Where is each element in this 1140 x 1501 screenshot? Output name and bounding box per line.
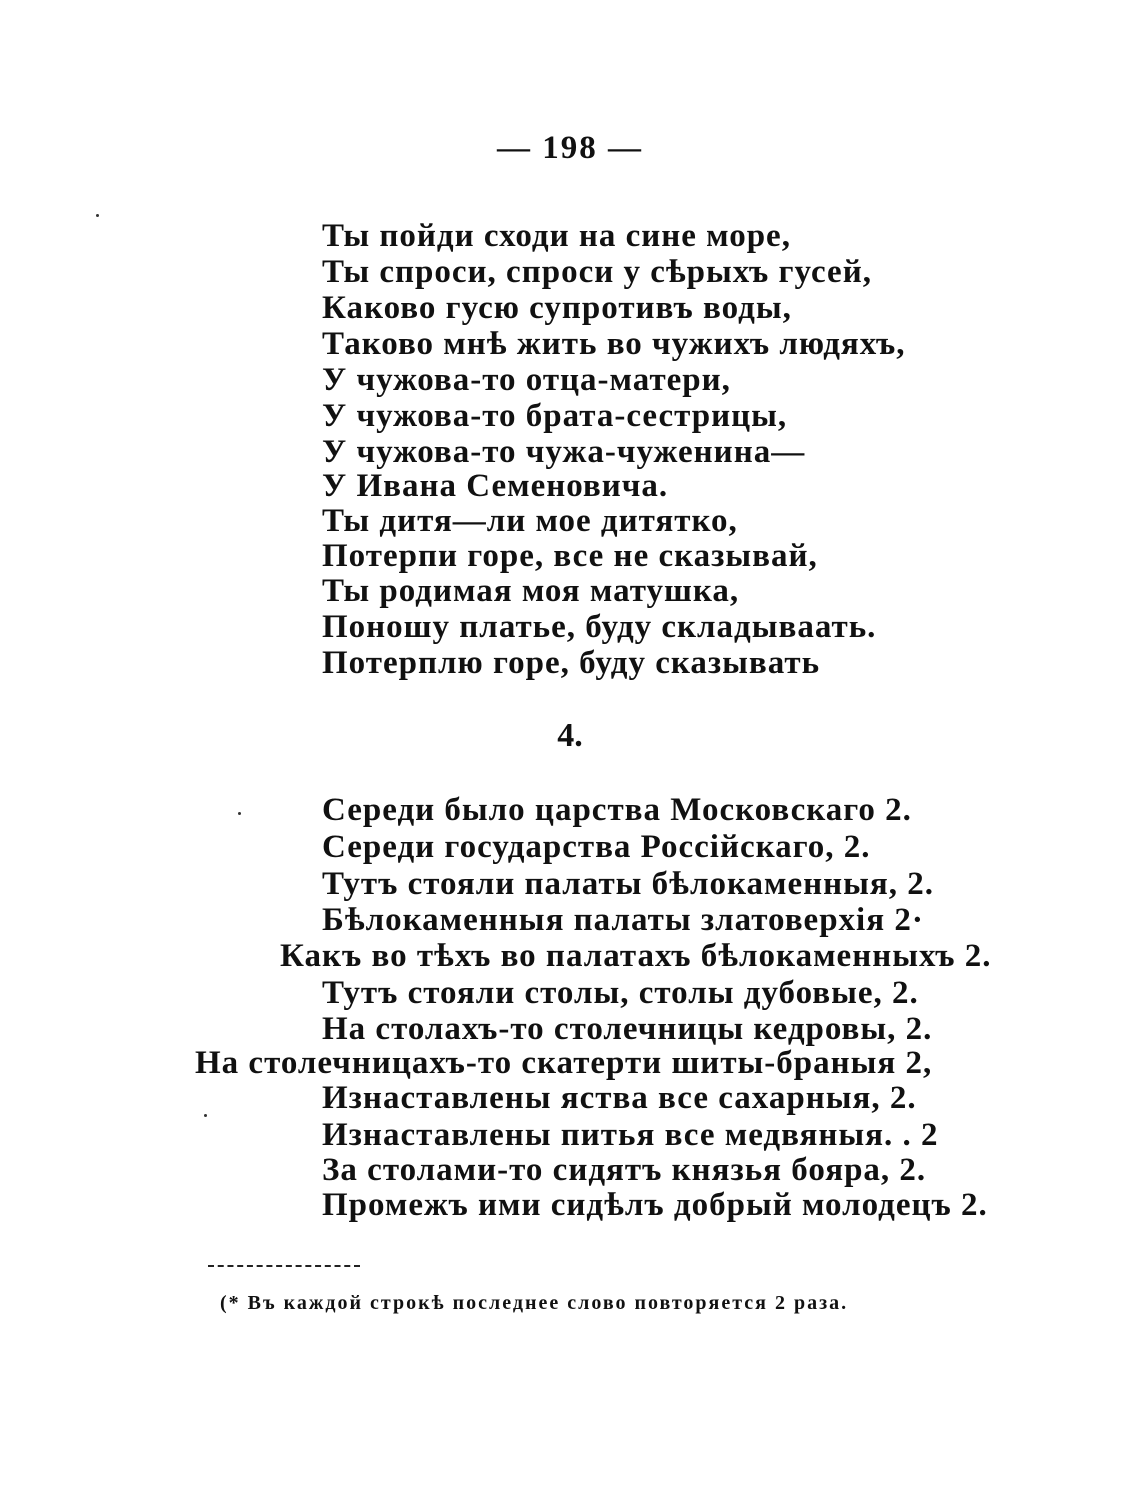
poem-line: Ты пойди сходи на сине море,: [322, 218, 791, 254]
print-speck: [96, 214, 99, 217]
poem-line: Каково гусю супротивъ воды,: [322, 290, 792, 326]
poem-line: Потерплю горе, буду сказывать: [322, 645, 821, 681]
poem-line: Таково мнѣ жить во чужихъ людяхъ,: [322, 326, 906, 362]
poem-line: Ты дитя—ли мое дитятко,: [322, 503, 738, 539]
poem-line: У чужова-то отца-матери,: [322, 362, 731, 398]
poem-line: У чужова-то чужа-чуженина—: [322, 434, 806, 470]
page-number: — 198 —: [497, 130, 643, 166]
poem-line: Изнаставлены питья все медвяныя. . 2: [322, 1117, 939, 1153]
poem-line: Бѣлокаменныя палаты златоверхія 2·: [322, 902, 924, 938]
poem-line: За столами-то сидятъ князья бояра, 2.: [322, 1152, 927, 1188]
poem-line: Изнаставлены яства все сахарныя, 2.: [322, 1080, 917, 1116]
poem-line: У чужова-то брата-сестрицы,: [322, 398, 788, 434]
section-number: 4.: [557, 717, 583, 754]
poem-line: Поношу платье, буду складываать.: [322, 609, 877, 645]
poem-line: На столахъ-то столечницы кедровы, 2.: [322, 1011, 933, 1047]
print-speck: [238, 812, 241, 815]
poem-line: Потерпи горе, все не сказывай,: [322, 538, 818, 574]
poem-line: Середи было царства Московскаго 2.: [322, 792, 912, 828]
poem-line: У Ивана Семеновича.: [322, 468, 669, 504]
poem-line: Середи государства Россійскаго, 2.: [322, 829, 871, 865]
poem-line: Какъ во тѣхъ во палатахъ бѣлокаменныхъ 2.: [280, 938, 992, 974]
poem-line: На столечницахъ-то скатерти шиты-браныя 2,: [195, 1045, 933, 1081]
poem-line: Тутъ стояли столы, столы дубовые, 2.: [322, 975, 919, 1011]
poem-line: Промежъ ими сидѣлъ добрый молодецъ 2.: [322, 1187, 988, 1223]
poem-line: Ты спроси, спроси у сѣрыхъ гусей,: [322, 254, 872, 290]
footnote-rule: [208, 1265, 360, 1267]
poem-line: Тутъ стояли палаты бѣлокаменныя, 2.: [322, 866, 935, 902]
poem-line: Ты родимая моя матушка,: [322, 573, 740, 609]
footnote: (* Въ каждой строкѣ последнее слово повторяется 2 раза.: [220, 1292, 849, 1314]
print-speck: [204, 1114, 207, 1117]
